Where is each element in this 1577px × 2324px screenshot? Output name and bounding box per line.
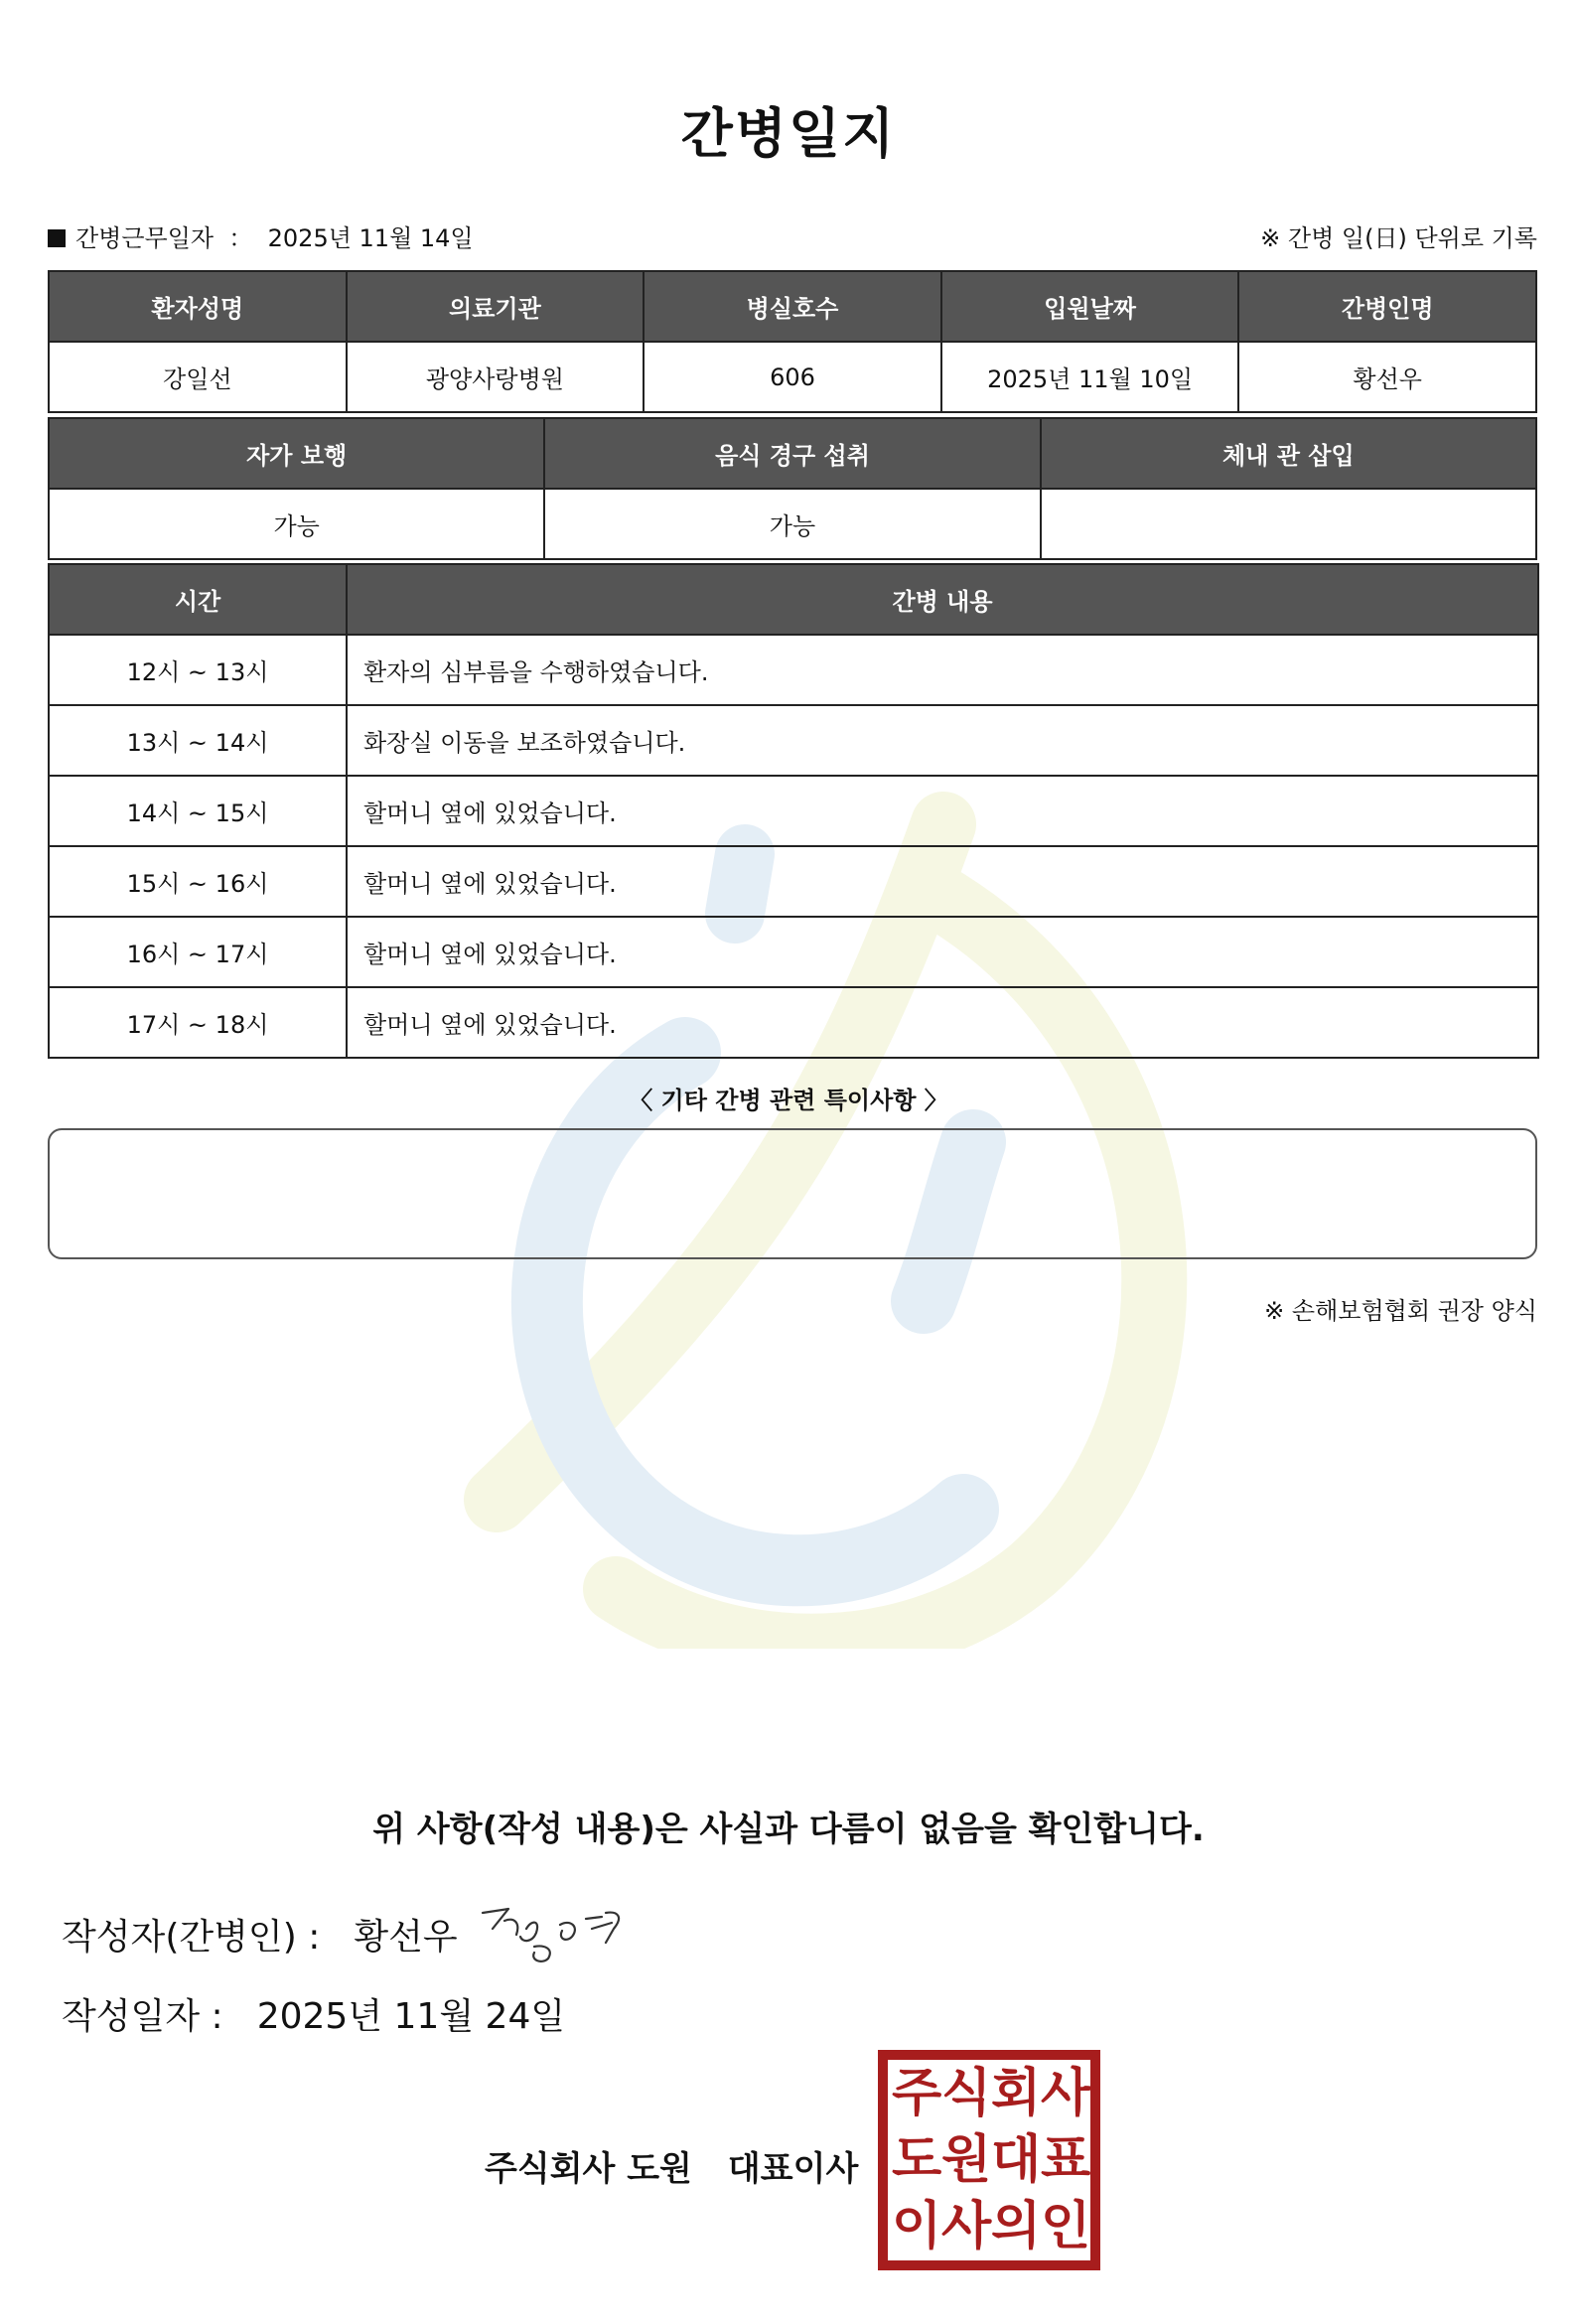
content-cell: 환자의 심부름을 수행하였습니다. bbox=[347, 635, 1538, 705]
header-time: 시간 bbox=[49, 564, 347, 635]
table-header-row bbox=[49, 564, 1538, 635]
time-cell: 12시 ~ 13시 bbox=[49, 635, 347, 705]
work-date-colon: ： bbox=[228, 224, 253, 252]
special-notes-box bbox=[48, 1128, 1537, 1259]
writer-line bbox=[62, 1909, 458, 1960]
table-row bbox=[49, 776, 1538, 846]
seal-row bbox=[888, 2126, 1090, 2193]
table-row bbox=[49, 635, 1538, 705]
header-caregiver-name: 간병인명 bbox=[1238, 271, 1536, 342]
time-cell: 17시 ~ 18시 bbox=[49, 987, 347, 1058]
writer-name: 황선우 bbox=[354, 1917, 458, 1958]
patient-name: 강일선 bbox=[49, 342, 347, 412]
seal-row bbox=[888, 2193, 1090, 2259]
work-date-line bbox=[48, 218, 474, 253]
seal-char: 대 bbox=[991, 2129, 1042, 2190]
time-cell: 15시 ~ 16시 bbox=[49, 846, 347, 917]
self-walking-value: 가능 bbox=[49, 489, 544, 559]
header-self-walking: 자가 보행 bbox=[49, 418, 544, 489]
work-date-label: 간병근무일자 bbox=[75, 224, 215, 252]
time-cell: 14시 ~ 15시 bbox=[49, 776, 347, 846]
hospital-name: 광양사랑병원 bbox=[347, 342, 645, 412]
seal-char: 사 bbox=[1041, 2063, 1091, 2123]
record-unit-note: ※ 간병 일(日) 단위로 기록 bbox=[1260, 224, 1537, 252]
content-cell: 할머니 옆에 있었습니다. bbox=[347, 917, 1538, 987]
handwritten-signature bbox=[475, 1899, 644, 1968]
seal-char: 이 bbox=[892, 2196, 942, 2256]
care-log-table bbox=[48, 563, 1539, 1059]
header-care-content: 간병 내용 bbox=[347, 564, 1538, 635]
special-notes-heading: 〈 기타 간병 관련 특이사항 〉 bbox=[629, 1087, 948, 1114]
table-row bbox=[49, 342, 1536, 412]
content-cell: 할머니 옆에 있었습니다. bbox=[347, 776, 1538, 846]
confirmation-statement: 위 사항(작성 내용)은 사실과 다름이 없음을 확인합니다. bbox=[372, 1810, 1205, 1849]
written-date-label: 작성일자 : bbox=[62, 1996, 223, 2037]
caregiver-name: 황선우 bbox=[1238, 342, 1536, 412]
admission-date: 2025년 11월 10일 bbox=[941, 342, 1239, 412]
time-cell: 13시 ~ 14시 bbox=[49, 705, 347, 776]
seal-char: 원 bbox=[941, 2129, 992, 2190]
seal-char: 인 bbox=[1041, 2196, 1091, 2256]
room-number: 606 bbox=[644, 342, 941, 412]
patient-status-table bbox=[48, 417, 1537, 560]
header-tube-insertion: 체내 관 삽입 bbox=[1041, 418, 1536, 489]
table-row bbox=[49, 489, 1536, 559]
seal-char: 사 bbox=[941, 2196, 992, 2256]
content-cell: 할머니 옆에 있었습니다. bbox=[347, 987, 1538, 1058]
time-cell: 16시 ~ 17시 bbox=[49, 917, 347, 987]
header-oral-intake: 음식 경구 섭취 bbox=[544, 418, 1040, 489]
seal-char: 주 bbox=[892, 2063, 942, 2123]
seal-char: 표 bbox=[1041, 2129, 1091, 2190]
table-header-row bbox=[49, 271, 1536, 342]
content-cell: 화장실 이동을 보조하였습니다. bbox=[347, 705, 1538, 776]
written-date-line bbox=[62, 1988, 565, 2039]
seal-row bbox=[888, 2060, 1090, 2126]
work-date-value: 2025년 11월 14일 bbox=[267, 224, 474, 252]
header-admission-date: 입원날짜 bbox=[941, 271, 1239, 342]
oral-intake-value: 가능 bbox=[544, 489, 1040, 559]
header-hospital: 의료기관 bbox=[347, 271, 645, 342]
table-row bbox=[49, 705, 1538, 776]
document-title: 간병일지 bbox=[680, 102, 897, 165]
seal-char: 도 bbox=[892, 2129, 942, 2190]
table-row bbox=[49, 987, 1538, 1058]
written-date-value: 2025년 11월 24일 bbox=[256, 1996, 566, 2037]
seal-char: 식 bbox=[941, 2063, 992, 2123]
patient-info-table bbox=[48, 270, 1537, 413]
seal-char: 회 bbox=[991, 2063, 1042, 2123]
recommended-form-note: ※ 손해보험협회 권장 양식 bbox=[1264, 1297, 1537, 1325]
seal-char: 의 bbox=[991, 2196, 1042, 2256]
company-line bbox=[485, 2141, 858, 2190]
tube-insertion-value bbox=[1041, 489, 1536, 559]
header-room-number: 병실호수 bbox=[644, 271, 941, 342]
table-header-row bbox=[49, 418, 1536, 489]
header-patient-name: 환자성명 bbox=[49, 271, 347, 342]
content-cell: 할머니 옆에 있었습니다. bbox=[347, 846, 1538, 917]
company-name: 주식회사 도원 bbox=[485, 2149, 692, 2189]
table-row bbox=[49, 917, 1538, 987]
table-row bbox=[49, 846, 1538, 917]
company-seal-stamp bbox=[878, 2050, 1100, 2270]
writer-label: 작성자(간병인) : bbox=[62, 1917, 321, 1958]
company-title: 대표이사 bbox=[727, 2149, 859, 2189]
square-bullet-icon bbox=[48, 229, 66, 247]
